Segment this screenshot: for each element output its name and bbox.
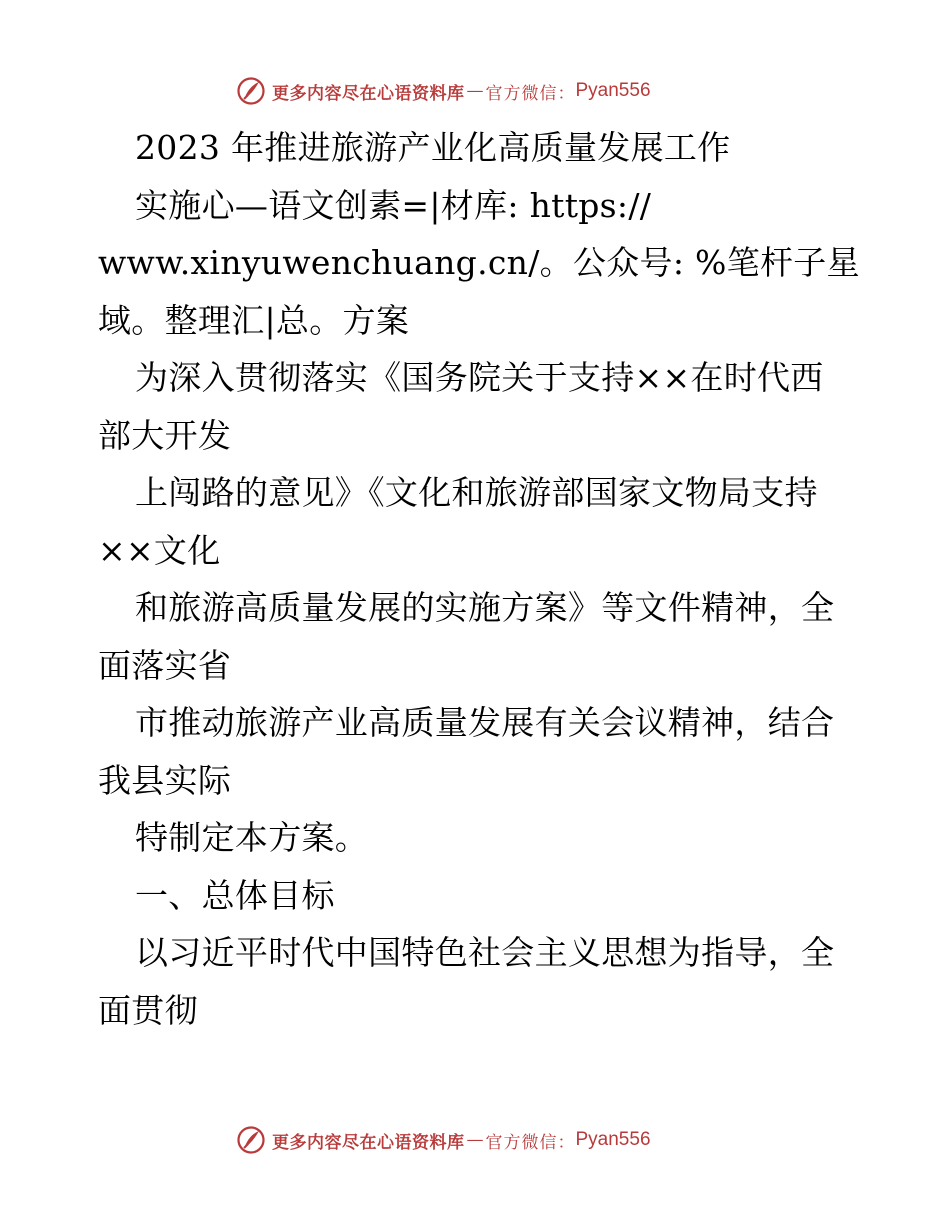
section-heading: 一、总体目标 bbox=[135, 875, 335, 915]
footer-separator: — bbox=[466, 1130, 484, 1150]
header-brand-text: 更多内容尽在心语资料库 bbox=[272, 83, 465, 104]
paragraph-line: 我县实际 bbox=[98, 760, 232, 800]
document-title-line-1: 2023 年推进旅游产业化高质量发展工作 bbox=[135, 128, 731, 167]
header-wechat-label: 官方微信： bbox=[485, 83, 576, 104]
paragraph-line: 部大开发 bbox=[98, 415, 232, 455]
paragraph-line: 特制定本方案。 bbox=[135, 818, 369, 857]
document-title-line-4: 域。整理汇|总。方案 bbox=[98, 300, 410, 340]
footer-banner bbox=[236, 1122, 706, 1158]
document-title-line-2: 实施心—语文创素=|材库: https:// bbox=[135, 185, 652, 225]
quill-logo-icon bbox=[236, 76, 266, 106]
paragraph-line: 面贯彻 bbox=[98, 990, 198, 1030]
paragraph-line: ××文化 bbox=[98, 530, 221, 570]
paragraph-line: 面落实省 bbox=[98, 645, 232, 685]
document-title-line-3: www.xinyuwenchuang.cn/。公众号: %笔杆子星 bbox=[98, 243, 860, 282]
paragraph-line: 为深入贯彻落实《国务院关于支持××在时代西 bbox=[135, 358, 824, 397]
header-banner bbox=[236, 73, 706, 109]
document-body bbox=[98, 119, 868, 1039]
footer-wechat-id: Pyan556 bbox=[575, 1129, 651, 1150]
footer-brand-text: 更多内容尽在心语资料库 bbox=[272, 1132, 465, 1153]
header-separator: — bbox=[466, 81, 484, 101]
footer-wechat-label: 官方微信： bbox=[485, 1132, 576, 1153]
paragraph-line: 市推动旅游产业高质量发展有关会议精神，结合 bbox=[135, 703, 835, 742]
header-wechat-id: Pyan556 bbox=[575, 80, 651, 101]
paragraph-line: 和旅游高质量发展的实施方案》等文件精神，全 bbox=[135, 588, 835, 627]
paragraph-line: 以习近平时代中国特色社会主义思想为指导，全 bbox=[135, 933, 835, 972]
quill-logo-icon bbox=[236, 1125, 266, 1155]
paragraph-line: 上闯路的意见》《文化和旅游部国家文物局支持 bbox=[135, 473, 818, 512]
